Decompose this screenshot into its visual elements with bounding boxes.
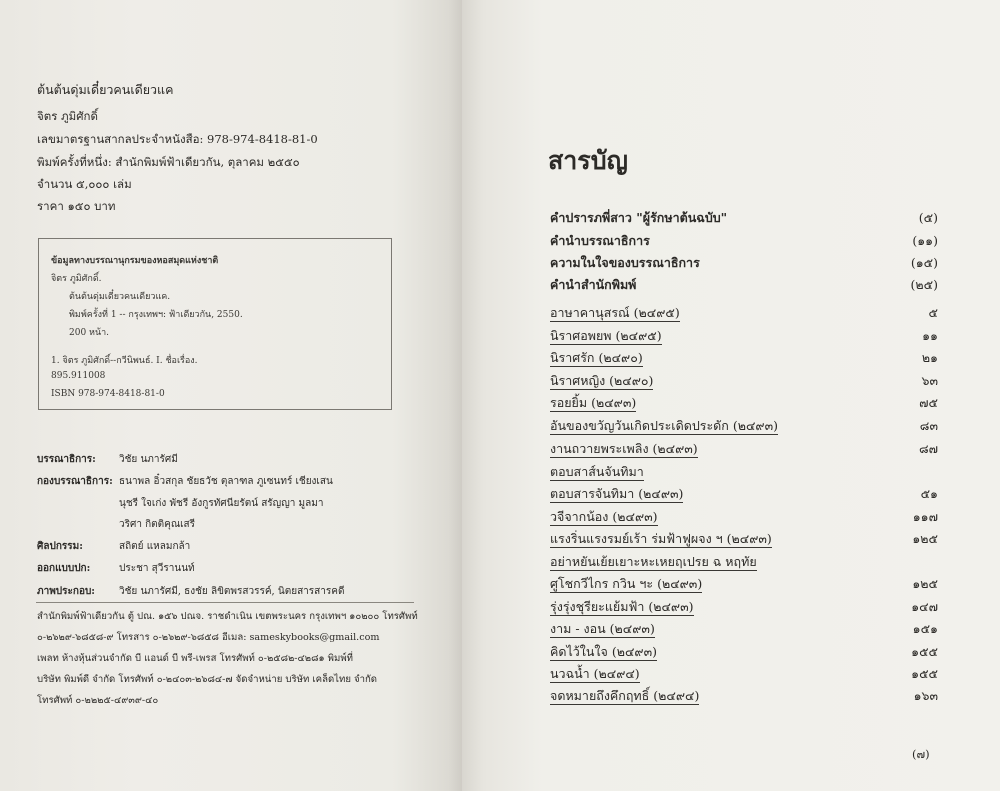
toc-item: [550, 393, 938, 411]
toc-item-title: อาษาคานุสรณ์ (๒๔๙๕): [550, 305, 680, 320]
toc-item-page: ๘๓: [919, 418, 938, 433]
toc-item-underline: [550, 570, 757, 571]
toc-item-page: ๑๕๑: [912, 621, 938, 636]
toc-item-title: รุ่งรุ่งชุรียะแย้มฟ้า (๒๔๙๓): [550, 599, 694, 614]
cip-pages: 200 หน้า.: [69, 328, 110, 338]
toc-item: [550, 303, 938, 321]
toc-item-page: ๑๖๓: [913, 688, 938, 703]
toc-item: [550, 326, 938, 344]
toc-item: [550, 552, 938, 570]
toc-item-underline: [550, 389, 653, 390]
cip-title: ต้นต้นดุ่มเดี๋ยวคนเดียวแค.: [69, 292, 171, 302]
toc-item-underline: [550, 502, 683, 503]
toc-item-underline: [550, 366, 643, 367]
toc-item-page: ๕: [928, 305, 938, 320]
credit-role: บรรณาธิการ:: [37, 454, 96, 465]
toc-item-underline: [550, 411, 636, 412]
toc-item-underline: [550, 704, 699, 705]
credit-role: ศิลปกรรม:: [37, 541, 83, 552]
toc-item-title: วจีจากน้อง (๒๔๙๓): [550, 509, 658, 524]
cip-author: จิตร ภูมิศักดิ์.: [51, 274, 102, 284]
toc-item: [550, 597, 938, 615]
credit-name: วิชัย นภารัศมี, ธงชัย ลิขิตพรสวรรค์, นิตยสารสารคดี: [119, 586, 345, 597]
toc-item-underline: [550, 682, 640, 683]
credit-name: สถิตย์ แหลมกล้า: [119, 541, 191, 552]
toc-item: [550, 686, 938, 704]
cip-heading: ข้อมูลทางบรรณานุกรมของหอสมุดแห่งชาติ: [51, 256, 219, 266]
toc-item-title: ตอบสารจันทิมา (๒๔๙๓): [550, 486, 684, 501]
toc-item-page: ๑๕๕: [911, 644, 938, 659]
credit-name: วริศา กิตติคุณเสรี: [119, 519, 196, 530]
toc-item-title: คำนำสำนักพิมพ์: [550, 277, 637, 292]
toc-item-underline: [550, 660, 657, 661]
cip-isbn: ISBN 978-974-8418-81-0: [51, 389, 165, 399]
toc-item-page: (๒๕): [910, 277, 938, 292]
toc-item-page: ๑๑๗: [912, 509, 938, 524]
toc-item-title: ตอบสาส์นจันทิมา: [550, 464, 644, 479]
toc-item: [550, 253, 938, 271]
toc-item: [550, 208, 938, 226]
toc-item-title: นิราศรัก (๒๔๙๐): [550, 350, 643, 365]
divider: [36, 602, 414, 603]
toc-item-underline: [550, 344, 662, 345]
toc-item-page: ๗๕: [919, 395, 938, 410]
print-run: จำนวน ๕,๐๐๐ เล่ม: [37, 177, 132, 191]
toc-item-title: งาม - งอน (๒๔๙๓): [550, 621, 655, 636]
toc-item-page: (๑๕): [910, 255, 938, 270]
toc-item-title: คิดไว้ในใจ (๒๔๙๓): [550, 644, 657, 659]
credit-name: วิชัย นภารัศมี: [119, 454, 178, 465]
toc-item: [550, 507, 938, 525]
credit-role: กองบรรณาธิการ:: [37, 476, 113, 487]
credit-name: ธนาพล อิ๋วสกุล ชัยธวัช ตุลาฑล ภูเซนทร์ เชียงเสน: [119, 476, 333, 487]
toc-item-page: ๑๒๕: [912, 576, 938, 591]
toc-item-title: จดหมายถึงคึกฤทธิ์ (๒๔๙๔): [550, 688, 700, 703]
credit-role: ภาพประกอบ:: [37, 586, 95, 597]
toc-item-page: ๑๒๕: [912, 531, 938, 546]
toc-item-page: (๕): [918, 210, 938, 225]
toc-item: [550, 348, 938, 366]
toc-item: [550, 231, 938, 249]
toc-item-title: รอยยิ้ม (๒๔๙๓): [550, 395, 637, 410]
price: ราคา ๑๕๐ บาท: [37, 199, 116, 213]
toc-item-title: อย่าหยันเย้ยเยาะหะเหยฤเปรย ฉ หฤทัย: [550, 554, 757, 569]
toc-item: [550, 416, 938, 434]
toc-item-underline: [550, 525, 658, 526]
toc-item: [550, 371, 938, 389]
toc-item-page: ๑๕๕: [911, 666, 938, 681]
isbn-line: เลขมาตรฐานสากลประจำหนังสือ: 978-974-8418-81-0: [37, 132, 318, 146]
toc-item-underline: [550, 615, 694, 616]
toc-item-title: งานถวายพระเพลิง (๒๔๙๓): [550, 441, 698, 456]
toc-item-page: ๑๔๗: [911, 599, 938, 614]
toc-item: [550, 642, 938, 660]
toc-item-title: แรงริ่นแรงรมย์เร้า ร่มฟ้าฟูผจง ฯ (๒๔๙๓): [550, 531, 772, 546]
toc-item-title: อันของขวัญวันเกิดประเดิดประดัก (๒๔๙๓): [550, 418, 778, 433]
toc-item: [550, 275, 938, 293]
toc-item-title: คำปรารภพี่สาว "ผู้รักษาต้นฉบับ": [550, 210, 728, 225]
toc-item-underline: [550, 434, 778, 435]
book-title: ต้นต้นดุ่มเดี๋ยวคนเดียวแค: [37, 82, 174, 97]
toc-item: [550, 574, 938, 592]
toc-item-title: ความในใจของบรรณาธิการ: [550, 255, 700, 270]
toc-item-page: ๖๓: [921, 373, 938, 388]
author-name: จิตร ภูมิศักดิ์: [37, 109, 98, 123]
publisher-line: สำนักพิมพ์ฟ้าเดียวกัน ตู้ ปณ. ๑๕๖ ปณจ. ราชดำเนิน เขตพระนคร กรุงเทพฯ ๑๐๒๐๐ โทรศัพท์: [37, 611, 418, 622]
cip-edition: พิมพ์ครั้งที่ 1 -- กรุงเทพฯ: ฟ้าเดียวกัน, 2550.: [69, 310, 243, 320]
credit-name: ประชา สุวีรานนท์: [119, 563, 195, 574]
toc-item-title: นวฉน้ำ (๒๔๙๔): [550, 666, 640, 681]
toc-item-page: ๒๑: [921, 350, 938, 365]
publisher-line: โทรศัพท์ ๐-๒๒๒๕-๔๙๓๙-๔๐: [37, 695, 159, 706]
toc-item-underline: [550, 457, 698, 458]
toc-item-underline: [550, 592, 702, 593]
publisher-line: บริษัท พิมพ์ดี จำกัด โทรศัพท์ ๐-๒๔๐๓-๒๖๘๔-๗ จัดจำหน่าย บริษัท เคล็ดไทย จำกัด: [37, 674, 378, 685]
page-number: (๗): [912, 747, 930, 761]
toc-item-title: นิราศอพยพ (๒๔๙๕): [550, 328, 662, 343]
right-page: [462, 0, 1000, 791]
toc-item-underline: [550, 547, 772, 548]
toc-item-page: (๑๑): [912, 233, 938, 248]
toc-item: [550, 462, 938, 480]
credit-role: ออกแบบปก:: [37, 563, 91, 574]
toc-item: [550, 484, 938, 502]
cip-subject: 1. จิตร ภูมิศักดิ์--กวีนิพนธ์. I. ชื่อเรื่อง.: [51, 356, 198, 366]
toc-item: [550, 619, 938, 637]
toc-item: [550, 664, 938, 682]
toc-item-title: นิราศหญิง (๒๔๙๐): [550, 373, 654, 388]
toc-item-underline: [550, 480, 644, 481]
cip-classification: 895.911008: [51, 371, 106, 381]
toc-item-page: ๘๗: [918, 441, 938, 456]
page-title: สารบัญ: [548, 146, 628, 175]
edition-line: พิมพ์ครั้งที่หนึ่ง: สำนักพิมพ์ฟ้าเดียวกัน, ตุลาคม ๒๕๕๐: [37, 155, 300, 169]
cip-box: [38, 238, 392, 410]
toc-item-page: ๕๑: [920, 486, 938, 501]
credit-name: นุชรี ใจเก่ง พัชรี อังกูรทัศนียรัตน์ สรัญญา มูลมา: [119, 498, 324, 509]
publisher-line: เพลท ห้างหุ้นส่วนจำกัด บี แอนด์ บี พรี-เพรส โทรศัพท์ ๐-๒๕๘๒-๔๒๘๑ พิมพ์ที่: [37, 653, 353, 664]
toc-item-title: คำนำบรรณาธิการ: [550, 233, 650, 248]
toc-item: [550, 439, 938, 457]
toc-item: [550, 529, 938, 547]
toc-item-title: ศูโชกวีไกร กวิน ฯะ (๒๔๙๓): [550, 576, 703, 591]
publisher-line: ๐-๒๖๒๙-๖๘๕๘-๙ โทรสาร ๐-๒๖๒๙-๖๘๕๘ อีเมล: sameskybooks@gmail.com: [37, 632, 380, 643]
toc-item-underline: [550, 321, 680, 322]
toc-item-page: ๑๑: [922, 328, 938, 343]
toc-item-underline: [550, 637, 655, 638]
left-page: [0, 0, 462, 791]
